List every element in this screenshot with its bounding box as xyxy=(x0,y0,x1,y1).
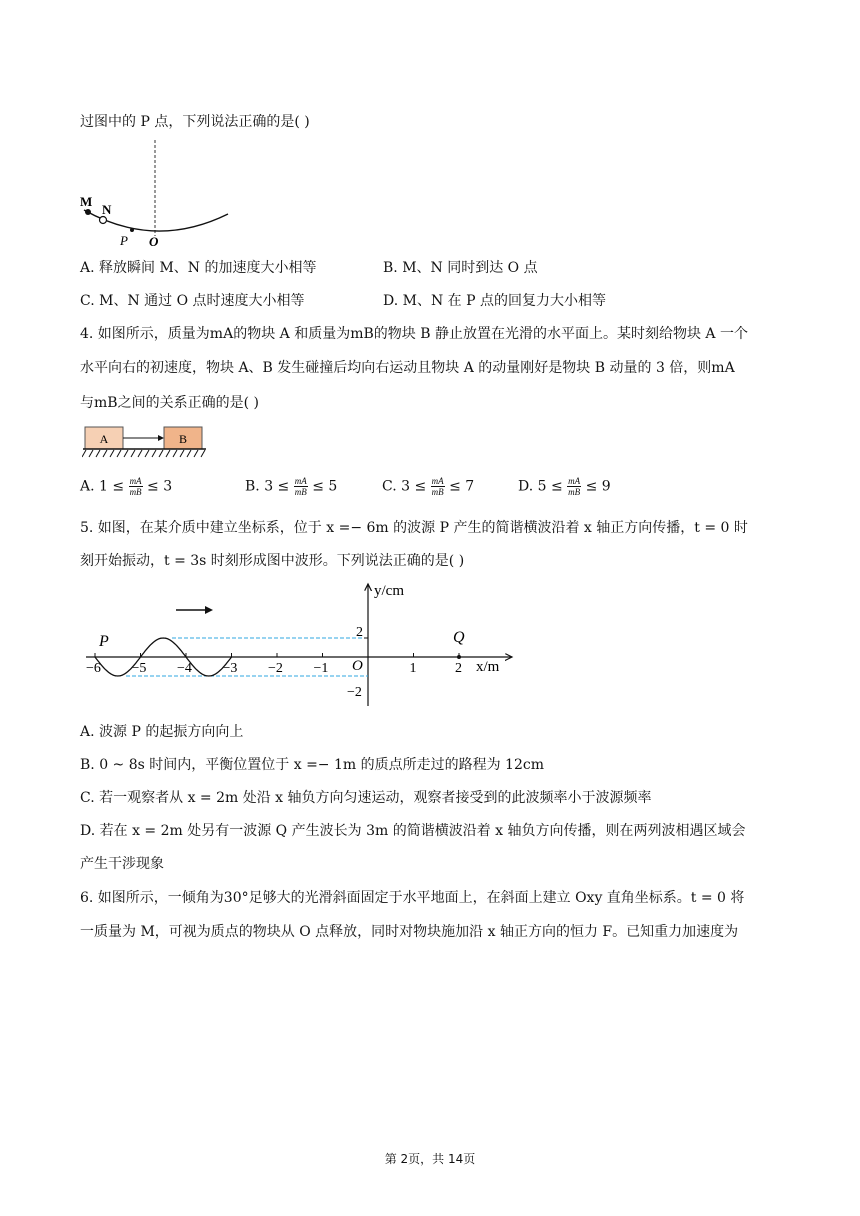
q5-line-2: 刻开始振动，t = 3s 时刻形成图中波形。下列说法正确的是( ) xyxy=(80,553,465,569)
q4-option-a-tail: ≤ 3 xyxy=(147,478,173,495)
frac-num: mA xyxy=(568,476,581,486)
label-o: O xyxy=(149,234,159,249)
block-a-label: A xyxy=(99,432,109,446)
q6-line-1: 6. 如图所示，一倾角为30°足够大的光滑斜面固定于水平地面上，在斜面上建立 Oxy 直角坐标系。t = 0 将 xyxy=(80,890,745,906)
fraction xyxy=(129,476,143,497)
label-q: Q xyxy=(453,629,465,646)
origin-label: O xyxy=(352,658,363,674)
block-b-label: B xyxy=(178,432,188,446)
x-axis-label: x/m xyxy=(476,659,500,675)
x-tick-label: −6 xyxy=(86,661,101,676)
frac-num: mA xyxy=(294,476,307,486)
label-p: P xyxy=(99,633,109,650)
frac-den: mB xyxy=(431,487,444,497)
x-tick-label: −3 xyxy=(222,661,238,676)
x-tick-label: −1 xyxy=(313,661,329,676)
frac-num: mA xyxy=(129,476,142,486)
point-p xyxy=(130,228,134,232)
ground-hatching xyxy=(82,450,205,457)
arrow-head xyxy=(158,435,164,441)
q4-option-d-tail: ≤ 9 xyxy=(585,478,611,495)
q4-blocks-figure xyxy=(82,425,208,461)
fraction xyxy=(431,476,445,497)
q4-option-a-label: A. 1 ≤ xyxy=(80,478,125,495)
frac-num: mA xyxy=(431,476,444,486)
x-tick-label: 1 xyxy=(409,661,417,676)
q5-wave-figure xyxy=(80,578,520,708)
ball-m xyxy=(85,209,91,215)
x-tick-label: −5 xyxy=(131,661,147,676)
q4-option-c-label: C. 3 ≤ xyxy=(382,478,427,495)
label-n: N xyxy=(102,202,112,217)
point-q xyxy=(457,655,461,659)
frac-den: mB xyxy=(294,487,307,497)
x-tick-label: −2 xyxy=(268,661,283,676)
q4-option-b-label: B. 3 ≤ xyxy=(245,478,290,495)
q4-option-d-label: D. 5 ≤ xyxy=(518,478,563,495)
page-footer: 第 2页，共 14页 xyxy=(384,1152,476,1166)
q3-option-a: A. 释放瞬间 M、N 的加速度大小相等 xyxy=(80,260,317,276)
q3-pendulum-figure xyxy=(78,138,238,250)
q4-option-c xyxy=(382,476,474,497)
q5-option-a: A. 波源 P 的起振方向向上 xyxy=(80,724,244,740)
x-tick-label: −4 xyxy=(177,661,192,676)
q5-option-c: C. 若一观察者从 x = 2m 处沿 x 轴负方向匀速运动，观察者接受到的此波频率小于波源频率 xyxy=(80,790,652,806)
q4-line-3: 与mB之间的关系正确的是( ) xyxy=(80,395,259,411)
q3-stem: 过图中的 P 点，下列说法正确的是( ) xyxy=(80,114,310,130)
q4-option-d xyxy=(518,476,611,497)
q4-option-a xyxy=(80,476,172,497)
label-p: P xyxy=(120,233,128,248)
y-axis-label: y/cm xyxy=(374,583,404,599)
frac-den: mB xyxy=(129,487,142,497)
q4-line-1: 4. 如图所示，质量为mA的物块 A 和质量为mB的物块 B 静止放置在光滑的水平面上。某时刻给物块 A 一个 xyxy=(80,326,748,342)
q3-option-b: B. M、N 同时到达 O 点 xyxy=(383,260,538,276)
ball-n xyxy=(100,217,107,224)
y-tick-label-neg2: −2 xyxy=(347,685,362,700)
q5-line-1: 5. 如图，在某介质中建立坐标系，位于 x =− 6m 的波源 P 产生的简谐横波沿着 x 轴正方向传播，t = 0 时 xyxy=(80,520,748,536)
q3-option-c: C. M、N 通过 O 点时速度大小相等 xyxy=(80,293,305,309)
fraction xyxy=(294,476,308,497)
fraction xyxy=(567,476,581,497)
q5-option-d-cont: 产生干涉现象 xyxy=(80,856,164,872)
frac-den: mB xyxy=(568,487,581,497)
label-m: M xyxy=(80,194,93,209)
q4-option-b xyxy=(245,476,337,497)
q5-option-d: D. 若在 x = 2m 处另有一波源 Q 产生波长为 3m 的简谐横波沿着 x 轴负方向传播，则在两列波相遇区域会 xyxy=(80,823,746,839)
x-tick-label: 2 xyxy=(455,661,462,676)
q4-option-c-tail: ≤ 7 xyxy=(449,478,475,495)
y-tick-label-2: 2 xyxy=(356,625,363,640)
q4-line-2: 水平向右的初速度，物块 A、B 发生碰撞后均向右运动且物块 A 的动量刚好是物块 B 动量的 3 倍，则mA xyxy=(80,360,735,376)
q6-line-2: 一质量为 M，可视为质点的物块从 O 点释放，同时对物块施加沿 x 轴正方向的恒力 F。已知重力加速度为 xyxy=(80,924,739,940)
propagation-arrow-head xyxy=(205,606,213,614)
q5-option-b: B. 0 ~ 8s 时间内，平衡位置位于 x =− 1m 的质点所走过的路程为 12cm xyxy=(80,757,544,773)
q3-option-d: D. M、N 在 P 点的回复力大小相等 xyxy=(383,293,606,309)
q4-option-b-tail: ≤ 5 xyxy=(312,478,338,495)
